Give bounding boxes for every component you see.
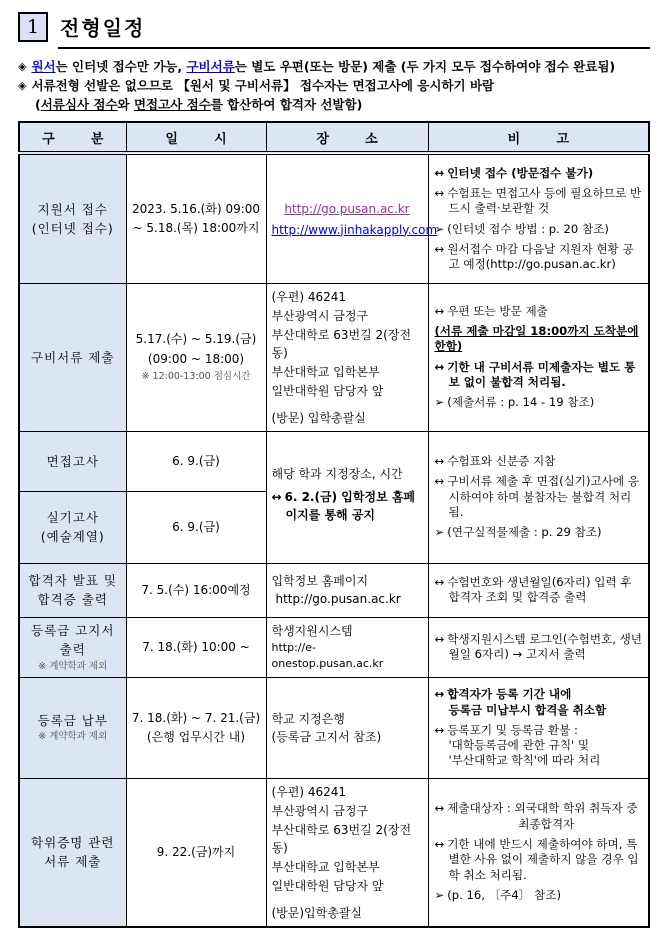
cell-category-degree-docs: 학위증명 관련 서류 제출 xyxy=(19,778,126,927)
note-ref-p20: ➢ (인터넷 접수 방법 : p. 20 참조) xyxy=(434,221,609,236)
notice-text-2: 서류전형 선발은 없으므로 【원서 및 구비서류】 접수자는 면접고사에 응시하기 바람 xyxy=(31,77,495,93)
arrow-icon: ↔ xyxy=(434,722,445,737)
table-row-interview xyxy=(19,431,649,491)
notice-list xyxy=(18,58,650,114)
note-cancel-if-unpaid: ↔ 합격자가 등록 기간 내에 등록금 미납부시 합격을 취소함 xyxy=(434,687,607,717)
cell-place-tuition-payment: 학교 지정은행 (등록금 고지서 참조) xyxy=(266,678,428,778)
table-row-tuition-bill xyxy=(19,617,649,677)
cell-category-tuition-payment: 등록금 납부 ※ 계약학과 제외 xyxy=(19,678,126,778)
pointer-icon: ➢ xyxy=(434,525,445,540)
col-header-note: 비 고 xyxy=(428,122,649,153)
title-underline xyxy=(58,10,650,49)
cell-date-application: 2023. 5.16.(화) 09:00 ~ 5.18.(목) 18:00까지 xyxy=(126,153,266,283)
lunch-break-note: ※ 12:00-13:00 점심시간 xyxy=(141,370,251,382)
note-deadline: (서류 제출 마감일 18:00까지 도착분에 한함) xyxy=(434,324,639,354)
cell-category-documents: 구비서류 제출 xyxy=(19,283,126,431)
schedule-table xyxy=(18,121,650,927)
note-internet-only: ↔ 인터넷 접수 (방문접수 불가) xyxy=(434,165,594,180)
cell-place-documents: (우편) 46241 부산광역시 금정구 부산대학로 63번길 2(장전동) 부산대학교 입학본부 일반대학원 담당자 앞 (방문) 입학총괄실 xyxy=(266,283,428,431)
contract-dept-excluded-note: ※ 계약학과 제외 xyxy=(38,731,108,743)
notice-item-1 xyxy=(18,58,650,77)
cell-date-practical: 6. 9.(금) xyxy=(126,491,266,563)
arrow-icon: ↔ xyxy=(434,687,445,702)
note-bring-id: ↔ 수험표와 신분증 지참 xyxy=(434,454,556,468)
note-ref-p29: ➢ (연구실적물제출 : p. 29 참조) xyxy=(434,525,602,540)
note-mail-or-visit: ↔ 우편 또는 방문 제출 xyxy=(434,303,548,318)
arrow-icon: ↔ xyxy=(434,454,445,468)
cell-date-documents: 5.17.(수) ~ 5.19.(금) (09:00 ~ 18:00) ※ 12:00-13:00 점심시간 xyxy=(126,283,266,431)
arrow-icon: ↔ xyxy=(434,632,445,647)
table-row-announcement xyxy=(19,563,649,617)
diamond-bullet-icon: ◈ xyxy=(18,78,27,92)
notice-text-1: 원서는 인터넷 접수만 가능, 구비서류는 별도 우편(또는 방문) 제출 (두 가지 모두 접수하여야 접수 완료됨) xyxy=(31,59,616,74)
cell-category-announcement: 합격자 발표 및 합격증 출력 xyxy=(19,563,126,617)
cell-date-tuition-bill: 7. 18.(화) 10:00 ~ xyxy=(126,617,266,677)
cell-category-practical: 실기고사 (예술계열) xyxy=(19,491,126,563)
link-go-pusan[interactable]: http://go.pusan.ac.kr xyxy=(284,201,410,216)
section-header xyxy=(18,10,650,49)
arrow-icon: ↔ xyxy=(434,836,445,851)
contract-dept-excluded-note: ※ 계약학과 제외 xyxy=(38,660,108,672)
table-row-documents xyxy=(19,283,649,431)
arrow-icon: ↔ xyxy=(434,165,445,180)
arrow-icon: ↔ xyxy=(271,490,282,505)
url-e-onestop-plain: http://e-onestop.pusan.ac.kr xyxy=(271,640,384,671)
arrow-icon: ↔ xyxy=(434,574,445,589)
notice-item-2 xyxy=(18,77,650,96)
note-print-ticket: ↔ 수험표는 면접고사 등에 필요하므로 반드시 출력·보관할 것 xyxy=(434,185,642,216)
table-row-application xyxy=(19,153,649,283)
cell-place-interview-practical: 해당 학과 지정장소, 시간 ↔ 6. 2.(금) 입학정보 홈페이지를 통해 공지 xyxy=(266,431,428,563)
notice-item-2-sub: (서류심사 점수와 면접고사 점수를 합산하여 합격자 선발함) xyxy=(35,96,363,112)
note-applicant-status: ↔ 원서접수 마감 다음날 지원자 현황 공고 예정(http://go.pusan.ac.kr) xyxy=(434,241,634,272)
cell-date-tuition-payment: 7. 18.(화) ~ 7. 21.(금) (은행 업무시간 내) xyxy=(126,678,266,778)
cell-place-degree-docs: (우편) 46241 부산광역시 금정구 부산대학로 63번길 2(장전동) 부산대학교 입학본부 일반대학원 담당자 앞 (방문)입학총괄실 xyxy=(266,778,428,927)
note-must-submit: ↔ 기한 내에 반드시 제출하여야 하며, 특별한 사유 없이 제출하지 않을 경우 입학 취소 처리됨. xyxy=(434,836,639,882)
arrow-icon: ↔ xyxy=(434,474,445,489)
arrow-icon: ↔ xyxy=(434,801,445,816)
note-refund-rule: ↔ 등록포기 및 등록금 환불 : '대학등록금에 관한 규칙' 및 '부산대학교 학칙'에 따라 처리 xyxy=(434,722,601,768)
cell-place-tuition-bill: 학생지원시스템 http://e-onestop.pusan.ac.kr xyxy=(266,617,428,677)
pointer-icon: ➢ xyxy=(434,395,445,410)
cell-category-tuition-bill: 등록금 고지서 출력 ※ 계약학과 제외 xyxy=(19,617,126,677)
cell-place-application xyxy=(266,153,438,283)
cell-category-application: 지원서 접수 (인터넷 접수) xyxy=(19,153,126,283)
pointer-icon: ➢ xyxy=(434,221,445,236)
cell-date-degree-docs: 9. 22.(금)까지 xyxy=(126,778,266,927)
col-header-place: 장 소 xyxy=(266,122,428,153)
cell-note-announcement xyxy=(428,563,649,617)
url-go-pusan-plain: http://go.pusan.ac.kr xyxy=(275,592,401,607)
cell-place-announcement: 입학정보 홈페이지 http://go.pusan.ac.kr xyxy=(266,563,428,617)
page-title: 전형일정 xyxy=(60,16,146,40)
cell-date-interview: 6. 9.(금) xyxy=(126,431,266,491)
pointer-icon: ➢ xyxy=(434,887,445,902)
table-row-tuition-payment xyxy=(19,678,649,778)
cell-note-application xyxy=(428,153,649,283)
note-attendance: ↔ 구비서류 제출 후 면접(실기)고사에 응시하여야 하며 불참자는 불합격 처리됨. xyxy=(434,474,640,519)
section-number-box: 1 xyxy=(18,12,48,42)
note-ref-p14-19: ➢ (제출서류 : p. 14 - 19 참조) xyxy=(434,395,595,410)
note-submission-target: ↔ 제출대상자 : 외국대학 학위 취득자 중 최종합격자 xyxy=(434,801,638,831)
arrow-icon: ↔ xyxy=(434,303,445,318)
arrow-icon: ↔ xyxy=(434,359,445,374)
col-header-category: 구 분 xyxy=(19,122,126,153)
cell-note-tuition-payment xyxy=(428,678,649,778)
table-header-row xyxy=(19,122,649,153)
diamond-bullet-icon: ◈ xyxy=(18,60,27,73)
cell-note-tuition-bill xyxy=(428,617,649,677)
cell-date-announcement: 7. 5.(수) 16:00예정 xyxy=(126,563,266,617)
cell-category-interview: 면접고사 xyxy=(19,431,126,491)
note-check-result: ↔ 수험번호와 생년월일(6자리) 입력 후 합격자 조회 및 합격증 출력 xyxy=(434,574,632,605)
arrow-icon: ↔ xyxy=(434,241,445,256)
table-row-degree-docs xyxy=(19,778,649,927)
cell-note-documents xyxy=(428,283,649,431)
arrow-icon: ↔ xyxy=(434,185,445,200)
note-login-print: ↔ 학생지원시스템 로그인(수험번호, 생년월일 6자리) → 고지서 출력 xyxy=(434,632,642,662)
note-place-announce: ↔ 6. 2.(금) 입학정보 홈페이지를 통해 공지 xyxy=(271,490,416,523)
cell-note-degree-docs xyxy=(428,778,649,927)
note-ref-p16: ➢ (p. 16, 〔주4〕 참조) xyxy=(434,887,561,902)
col-header-datetime: 일 시 xyxy=(126,122,266,153)
link-jinhakapply[interactable]: http://www.jinhakapply.com xyxy=(271,222,438,237)
note-fail-warning: ↔ 기한 내 구비서류 미제출자는 별도 통보 없이 불합격 처리됨. xyxy=(434,359,636,390)
cell-note-interview-practical xyxy=(428,431,649,563)
